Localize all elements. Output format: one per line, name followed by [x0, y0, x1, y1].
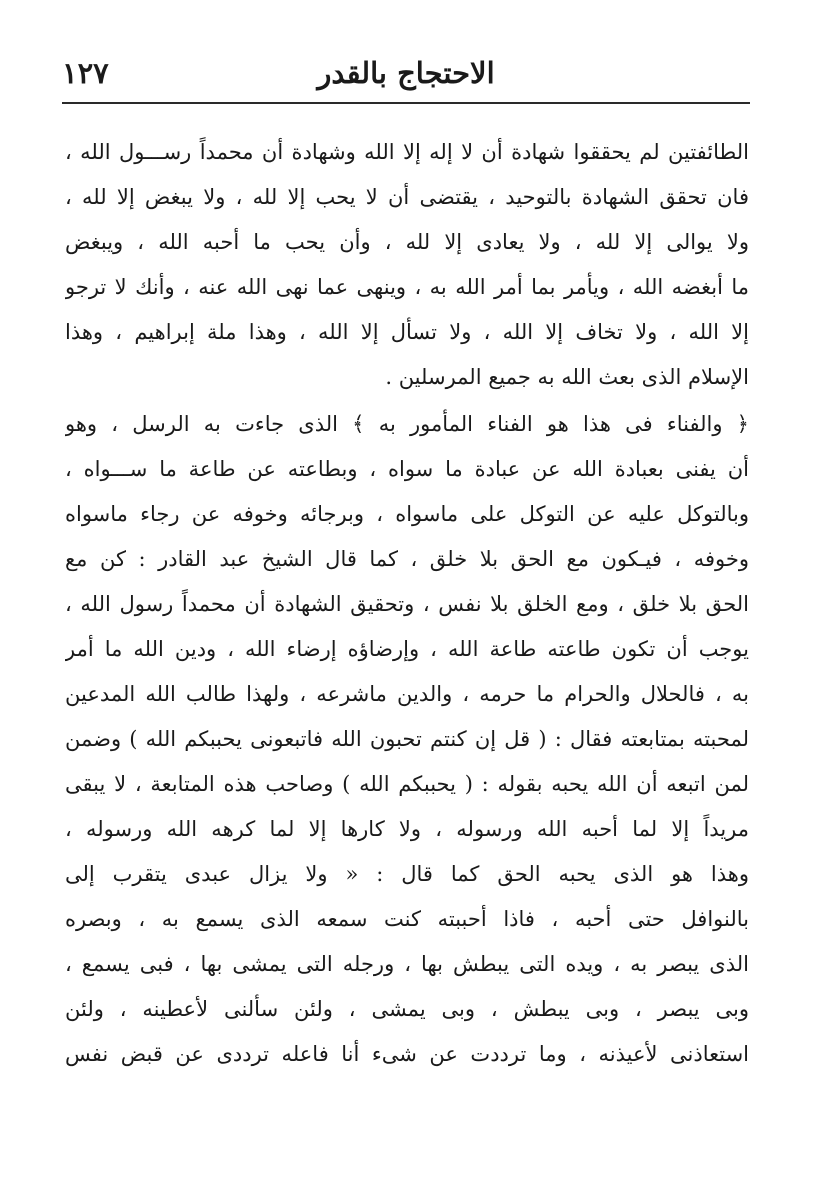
- text-line: ﴿ والفناء فى هذا هو الفناء المأمور به ﴾ الذى جاءت به الرسل ، وهو: [65, 412, 749, 436]
- text-line: الإسلام الذى بعث الله به جميع المرسلين .: [385, 365, 749, 389]
- chapter-title: الاحتجاج بالقدر: [317, 56, 495, 90]
- text-line: مريداً إلا لما أحبه الله ورسوله ، ولا كارها إلا لما كرهه الله ورسوله ،: [65, 817, 749, 841]
- header-divider: [62, 102, 750, 104]
- text-line: وخوفه ، فيـكون مع الحق بلا خلق ، كما قال الشيخ عبد القادر : كن مع: [65, 547, 749, 571]
- paragraph-1: [65, 130, 749, 400]
- paragraph-2: [65, 402, 749, 1077]
- text-line: بالنوافل حتى أحبه ، فاذا أحببته كنت سمعه الذى يسمع به ، وبصره: [65, 907, 749, 931]
- text-line: الذى يبصر به ، ويده التى يبطش بها ، ورجله التى يمشى بها ، فبى يسمع ،: [65, 952, 749, 976]
- text-line: وبى يبصر ، وبى يبطش ، وبى يمشى ، ولئن سألنى لأعطينه ، ولئن: [65, 997, 749, 1021]
- text-line: الطائفتين لم يحققوا شهادة أن لا إله إلا الله وشهادة أن محمداً رســـول الله ،: [65, 140, 749, 164]
- text-line: وبالتوكل عليه عن التوكل على ماسواه ، وبرجائه وخوفه عن رجاء ماسواه: [65, 502, 749, 526]
- text-line: لمن اتبعه أن الله يحبه بقوله : ( يحببكم الله ) وصاحب هذه المتابعة ، لا يبقى: [65, 772, 749, 796]
- text-line: إلا الله ، ولا تخاف إلا الله ، ولا تسأل إلا الله ، وهذا ملة إبراهيم ، وهذا: [65, 320, 749, 344]
- text-line: به ، فالحلال والحرام ما حرمه ، والدين ماشرعه ، ولهذا طالب الله المدعين: [65, 682, 749, 706]
- running-header: [62, 52, 750, 96]
- text-line: وهذا هو الذى يحبه الحق كما قال : « ولا يزال عبدى يتقرب إلى: [65, 862, 749, 886]
- text-line: أن يفنى بعبادة الله عن عبادة ما سواه ، وبطاعته عن طاعة ما ســـواه ،: [65, 457, 749, 481]
- text-line: فان تحقق الشهادة بالتوحيد ، يقتضى أن لا يحب إلا لله ، ولا يبغض إلا لله ،: [65, 185, 749, 209]
- text-line: ما أبغضه الله ، ويأمر بما أمر الله به ، وينهى عما نهى الله عنه ، وأنك لا ترجو: [65, 275, 749, 299]
- page-number: ١٢٧: [62, 56, 109, 90]
- text-line: ولا يوالى إلا لله ، ولا يعادى إلا لله ، وأن يحب ما أحبه الله ، ويبغض: [65, 230, 749, 254]
- text-line: لمحبته بمتابعته فقال : ( قل إن كنتم تحبون الله فاتبعونى يحببكم الله ) وضمن: [65, 727, 749, 751]
- text-line: الحق بلا خلق ، ومع الخلق بلا نفس ، وتحقيق الشهادة أن محمداً رسول الله ،: [65, 592, 749, 616]
- text-line: استعاذنى لأعيذنه ، وما ترددت عن شىء أنا فاعله ترددى عن قبض نفس: [65, 1042, 749, 1066]
- text-line: يوجب أن تكون طاعته طاعة الله ، وإرضاؤه إرضاء الله ، ودين الله ما أمر: [65, 637, 749, 661]
